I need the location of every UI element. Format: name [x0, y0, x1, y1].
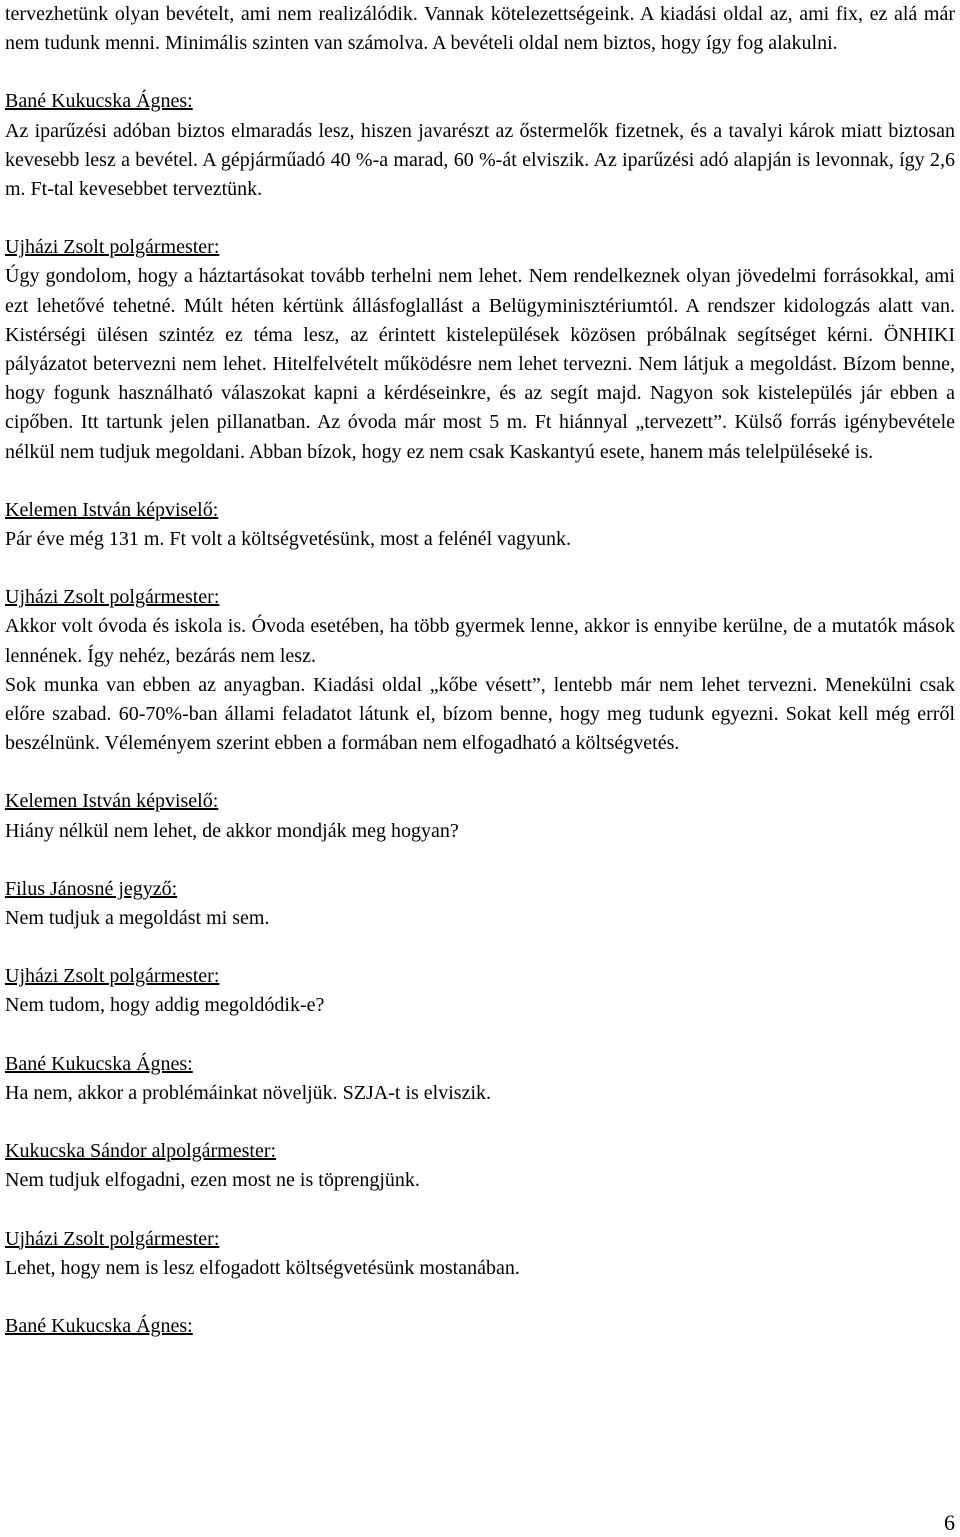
paragraph: Akkor volt óvoda és iskola is. Óvoda esetében, ha több gyermek lenne, akkor is ennyibe kerülne, de a mutatók mások lennének. Így nehéz, bezárás nem lesz.	[5, 615, 955, 667]
paragraph: Sok munka van ebben az anyagban. Kiadási oldal „kőbe vésett”, lentebb már nem lehet tervezni. Menekülni csak előre szabad. 60-70%-ban állami feladatot látunk el, bízom benne, hogy meg tudunk egyezni. Sokat kell még erről beszélnünk. Véleményem szerint ebben a formában nem elfogadható a költségvetés.	[5, 673, 955, 755]
speaker-block	[5, 87, 955, 204]
speaker-block	[5, 1225, 955, 1283]
speaker-block	[5, 787, 955, 845]
speaker-block	[5, 496, 955, 554]
speaker-name: Bané Kukucska Ágnes:	[5, 1314, 193, 1337]
speaker-block	[5, 1137, 955, 1195]
document-page	[5, 0, 955, 1341]
document-body	[5, 0, 955, 1341]
speaker-name: Ujházi Zsolt polgármester:	[5, 586, 220, 609]
paragraph: Lehet, hogy nem is lesz elfogadott költségvetésünk mostanában.	[5, 1256, 520, 1279]
speaker-name: Kukucska Sándor alpolgármester:	[5, 1140, 277, 1163]
paragraph: Úgy gondolom, hogy a háztartásokat tovább terhelni nem lehet. Nem rendelkeznek olyan jövedelmi forrásokkal, ami ezt lehetővé tehetné. Múlt héten kértünk állásfoglallást a Belügyminisztériumtól. A rendszer kidologzás alatt van. Kistérségi ülésen szintéz ez téma lesz, az érintett kistelepülések közösen próbálnak segítséget kérni. ÖNHIKI pályázatot betervezni nem lehet. Hitelfelvételt működésre nem lehet tervezni. Nem látjuk a megoldást. Bízom benne, hogy fogunk használható válaszokat kapni a kérdéseinkre, és az segít majd. Nagyon sok kistelepülés jár ebben a cipőben. Itt tartunk jelen pillanatban. Az óvoda már most 5 m. Ft hiánnyal „tervezett”. Külső forrás igénybevétele nélkül nem tudjuk megoldani. Abban bízok, hogy ez nem csak Kaskantyú esete, hanem más telelpüléseké is.	[5, 265, 955, 463]
page-number: 6	[944, 1510, 955, 1535]
speaker-name: Ujházi Zsolt polgármester:	[5, 965, 220, 988]
speaker-name: Bané Kukucska Ágnes:	[5, 90, 193, 113]
speaker-name: Filus Jánosné jegyző:	[5, 877, 178, 900]
speaker-block	[5, 962, 955, 1020]
speaker-block	[5, 875, 955, 933]
paragraph: Pár éve még 131 m. Ft volt a költségvetésünk, most a felénél vagyunk.	[5, 528, 571, 551]
speaker-name: Ujházi Zsolt polgármester:	[5, 1227, 220, 1250]
paragraph: Nem tudjuk elfogadni, ezen most ne is töprengjünk.	[5, 1169, 420, 1192]
paragraph: Ha nem, akkor a problémáinkat növeljük. SZJA-t is elviszik.	[5, 1081, 492, 1104]
paragraph: Hiány nélkül nem lehet, de akkor mondják meg hogyan?	[5, 819, 459, 842]
speaker-block	[5, 583, 955, 758]
paragraph: tervezhetünk olyan bevételt, ami nem realizálódik. Vannak kötelezettségeink. A kiadási oldal az, ami fix, ez alá már nem tudunk menni. Minimális szinten van számolva. A bevételi oldal nem biztos, hogy így fog alakulni.	[5, 3, 955, 55]
speaker-block	[5, 1312, 955, 1341]
paragraph: Az iparűzési adóban biztos elmaradás lesz, hiszen javarészt az őstermelők fizetnek, és a tavalyi károk miatt biztosan kevesebb lesz a bevétel. A gépjárműadó 40 %-a marad, 60 %-át elviszik. Az iparűzési adó alapján is levonnak, így 2,6 m. Ft-tal kevesebbet terveztünk.	[5, 119, 955, 201]
speaker-block	[5, 233, 955, 467]
speaker-name: Kelemen István képviselő:	[5, 498, 219, 521]
paragraph: Nem tudjuk a megoldást mi sem.	[5, 907, 270, 930]
speaker-name: Kelemen István képviselő:	[5, 790, 219, 813]
paragraph: Nem tudom, hogy addig megoldódik-e?	[5, 994, 325, 1017]
speaker-name: Ujházi Zsolt polgármester:	[5, 236, 220, 259]
speaker-block	[5, 1050, 955, 1108]
speaker-name: Bané Kukucska Ágnes:	[5, 1052, 193, 1075]
